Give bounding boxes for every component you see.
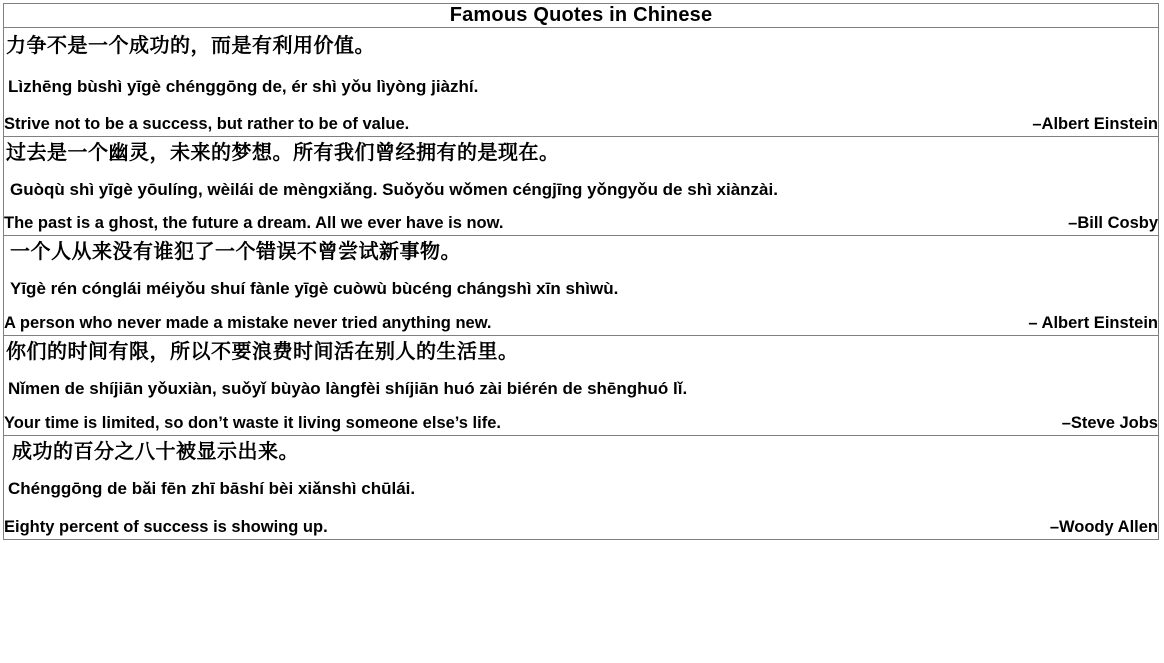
quote-english: A person who never made a mistake never tried anything new. (4, 314, 492, 333)
quote-cell (4, 236, 1159, 336)
quote-cell (4, 136, 1159, 236)
quote-author: –Steve Jobs (1061, 413, 1158, 432)
quote-english-row (4, 406, 1158, 435)
quote-english-row (4, 306, 1158, 335)
quote-pinyin: Yīgè rén cónglái méiyǒu shuí fànle yīgè cuòwù bùcéng chángshì xīn shìwù. (10, 279, 619, 299)
quote-pinyin: Chénggōng de bǎi fēn zhī bāshí bèi xiǎnshì chūlái. (8, 478, 416, 498)
quote-chinese: 成功的百分之八十被显示出来。 (12, 440, 299, 463)
quote-cell (4, 28, 1159, 137)
quote-pinyin: Guòqù shì yīgè yōulíng, wèilái de mèngxiǎng. Suǒyǒu wǒmen céngjīng yǒngyǒu de shì xiànzài. (10, 179, 778, 199)
quote-english-row (4, 206, 1158, 235)
quote-cell (4, 435, 1159, 539)
table-row (4, 136, 1159, 236)
quotes-table (3, 3, 1159, 540)
quote-chinese: 你们的时间有限，所以不要浪费时间活在别人的生活里。 (6, 341, 519, 364)
title-cell (4, 4, 1159, 28)
quote-pinyin: Lìzhēng bùshì yīgè chénggōng de, ér shì yǒu lìyòng jiàzhí. (8, 77, 479, 96)
quote-chinese: 力争不是一个成功的，而是有利用价值。 (6, 35, 375, 57)
quote-english: Eighty percent of success is showing up. (4, 517, 328, 536)
page-title: Famous Quotes in Chinese (449, 4, 713, 26)
quote-english: The past is a ghost, the future a dream. All we ever have is now. (4, 214, 504, 233)
table-row (4, 435, 1159, 539)
quote-author: –Woody Allen (1049, 517, 1158, 536)
quote-english: Your time is limited, so don’t waste it living someone else’s life. (4, 413, 501, 432)
quote-author: –Bill Cosby (1068, 214, 1158, 233)
quote-author: –Albert Einstein (1032, 114, 1158, 133)
quote-pinyin: Nǐmen de shíjiān yǒuxiàn, suǒyǐ bùyào làngfèi shíjiān huó zài biérén de shēnghuó lǐ. (8, 379, 688, 399)
quote-chinese: 过去是一个幽灵，未来的梦想。所有我们曾经拥有的是现在。 (6, 141, 560, 164)
table-row (4, 28, 1159, 137)
quote-cell (4, 336, 1159, 436)
quote-chinese: 一个人从来没有谁犯了一个错误不曾尝试新事物。 (10, 241, 461, 264)
table-header-row (4, 4, 1159, 28)
quote-english-row (4, 104, 1158, 136)
quote-english-row (4, 506, 1158, 539)
table-row (4, 236, 1159, 336)
table-row (4, 336, 1159, 436)
quote-author: – Albert Einstein (1028, 314, 1158, 333)
quote-english: Strive not to be a success, but rather to be of value. (4, 114, 410, 133)
